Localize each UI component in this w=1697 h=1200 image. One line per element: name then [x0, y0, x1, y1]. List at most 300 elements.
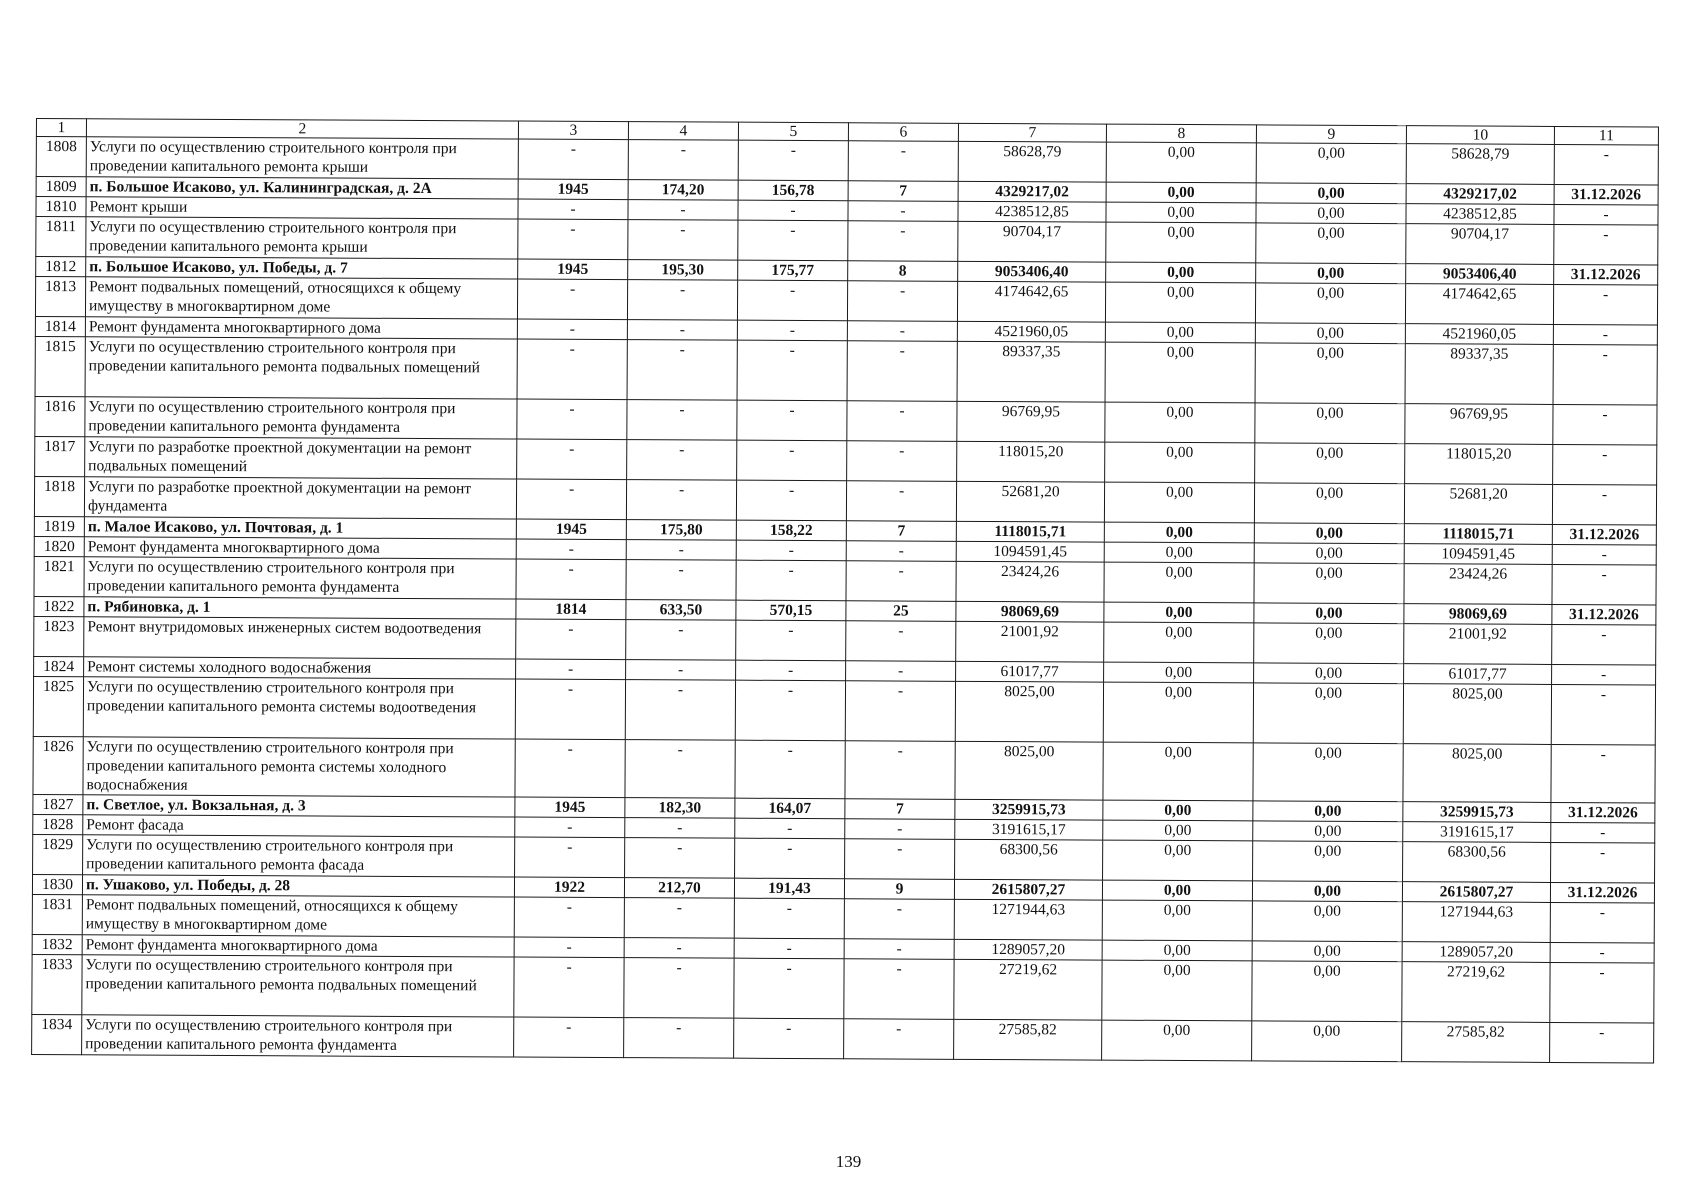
total-area: - [625, 680, 735, 741]
build-year: - [515, 679, 625, 740]
residents-count: - [848, 221, 958, 262]
work-description: Услуги по разработке проектной документации на ремонт фундамента [84, 477, 516, 519]
fund-amount-9: 0,00 [1255, 323, 1405, 344]
build-year: - [517, 399, 627, 440]
fund-amount-8: 0,00 [1102, 1020, 1252, 1061]
work-description: п. Ушаково, ул. Победы, д. 28 [82, 875, 514, 897]
fund-amount-9: 0,00 [1252, 881, 1402, 902]
completion-date: 31.12.2026 [1554, 264, 1658, 285]
fund-amount-8: 0,00 [1104, 482, 1254, 523]
total-area: - [627, 440, 737, 481]
completion-date: 31.12.2026 [1551, 802, 1655, 823]
living-area: - [737, 400, 847, 441]
fund-amount-8: 0,00 [1105, 402, 1255, 443]
total-area: - [625, 818, 735, 839]
work-description: Услуги по осуществлению строительного контроля при проведении капитального ремонта фундамента [82, 1015, 514, 1057]
living-area: - [736, 540, 846, 561]
total-area: 633,50 [626, 600, 736, 621]
column-number: 9 [1256, 125, 1406, 144]
row-number: 1820 [34, 536, 84, 556]
completion-date: - [1553, 284, 1657, 325]
residents-count: - [846, 541, 956, 562]
row-number: 1831 [32, 894, 82, 934]
work-description: Услуги по осуществлению строительного контроля при проведении капитального ремонта фундамента [85, 397, 517, 439]
work-description: п. Малое Исаково, ул. Почтовая, д. 1 [84, 517, 516, 539]
total-cost: 1289057,20 [954, 939, 1102, 960]
total-area: - [627, 340, 737, 401]
fund-amount-8: 0,00 [1104, 542, 1254, 563]
fund-amount-8: 0,00 [1105, 342, 1255, 403]
work-description: Ремонт фундамента многоквартирного дома [85, 317, 517, 339]
total-area: - [624, 958, 734, 1019]
work-description: Ремонт фасада [83, 815, 515, 837]
capital-repair-table [31, 118, 1659, 1063]
fund-amount-9: 0,00 [1253, 683, 1403, 744]
build-year: - [518, 219, 628, 260]
column-number: 8 [1106, 124, 1256, 143]
page-number: 139 [835, 1152, 862, 1171]
owner-funds: 4521960,05 [1405, 324, 1553, 345]
fund-amount-9: 0,00 [1254, 543, 1404, 564]
residents-count: - [848, 201, 958, 222]
fund-amount-9: 0,00 [1253, 801, 1403, 822]
total-cost: 8025,00 [955, 741, 1103, 800]
work-description: Услуги по осуществлению строительного контроля при проведении капитального ремонта системы холодного водоснабжения [83, 737, 515, 797]
completion-date: - [1554, 144, 1658, 185]
work-description: Услуги по осуществлению строительного контроля при проведении капитального ремонта системы водоотведения [83, 677, 515, 739]
work-description: п. Большое Исаково, ул. Победы, д. 7 [86, 257, 518, 279]
completion-date: - [1553, 404, 1657, 445]
completion-date: - [1553, 344, 1657, 405]
completion-date: 31.12.2026 [1552, 524, 1656, 545]
living-area: - [738, 140, 848, 181]
build-year: 1945 [516, 519, 626, 540]
row-number: 1816 [35, 396, 85, 436]
owner-funds: 27219,62 [1402, 962, 1550, 1023]
residents-count: - [844, 959, 954, 1020]
fund-amount-8: 0,00 [1104, 562, 1254, 603]
work-description: Ремонт подвальных помещений, относящихся к общему имуществу в многоквартирном доме [85, 277, 517, 319]
fund-amount-9: 0,00 [1254, 603, 1404, 624]
row-number: 1815 [35, 336, 85, 396]
work-description: Услуги по осуществлению строительного контроля при проведении капитального ремонта фундамента [84, 557, 516, 599]
completion-date: - [1552, 664, 1656, 685]
owner-funds: 3259915,73 [1403, 802, 1551, 823]
column-number: 3 [518, 121, 628, 140]
living-area: - [735, 740, 845, 799]
total-cost: 27219,62 [954, 959, 1102, 1020]
work-description: Услуги по осуществлению строительного контроля при проведении капитального ремонта подвальных помещений [82, 955, 514, 1017]
completion-date: - [1552, 544, 1656, 565]
owner-funds: 1271944,63 [1402, 902, 1550, 943]
completion-date: - [1551, 842, 1655, 883]
residents-count: 7 [848, 181, 958, 202]
row-number: 1828 [33, 814, 83, 834]
owner-funds: 4174642,65 [1405, 284, 1553, 325]
fund-amount-9: 0,00 [1252, 1021, 1402, 1062]
total-area: - [626, 660, 736, 681]
total-area: - [626, 540, 736, 561]
build-year: - [516, 479, 626, 520]
total-cost: 52681,20 [956, 481, 1104, 522]
owner-funds: 68300,56 [1403, 842, 1551, 883]
total-area: - [627, 280, 737, 321]
residents-count: - [846, 481, 956, 522]
total-cost: 90704,17 [958, 221, 1106, 262]
total-cost: 21001,92 [956, 621, 1104, 662]
table-row [32, 1014, 1654, 1062]
build-year: - [516, 659, 626, 680]
work-description: Ремонт подвальных помещений, относящихся к общему имуществу в многоквартирном доме [82, 895, 514, 937]
build-year: 1945 [515, 797, 625, 818]
row-number: 1811 [36, 217, 86, 257]
build-year: - [516, 539, 626, 560]
residents-count: 9 [844, 879, 954, 900]
total-cost: 3259915,73 [955, 799, 1103, 820]
column-number: 1 [36, 119, 86, 137]
build-year: - [514, 1017, 624, 1058]
build-year: - [516, 559, 626, 600]
fund-amount-9: 0,00 [1255, 343, 1405, 404]
build-year: - [518, 139, 628, 180]
work-description: Ремонт фундамента многоквартирного дома [82, 935, 514, 957]
total-area: - [624, 1018, 734, 1059]
fund-amount-9: 0,00 [1256, 203, 1406, 224]
owner-funds: 9053406,40 [1406, 264, 1554, 285]
living-area: - [735, 838, 845, 879]
living-area: - [737, 340, 847, 401]
residents-count: - [844, 939, 954, 960]
work-description: Ремонт крыши [86, 197, 518, 219]
residents-count: - [846, 561, 956, 602]
owner-funds: 1118015,71 [1404, 524, 1552, 545]
fund-amount-8: 0,00 [1103, 682, 1253, 743]
fund-amount-9: 0,00 [1253, 841, 1403, 882]
total-area: - [624, 938, 734, 959]
fund-amount-8: 0,00 [1104, 602, 1254, 623]
residents-count: - [846, 661, 956, 682]
owner-funds: 23424,26 [1404, 564, 1552, 605]
column-number: 7 [958, 123, 1106, 142]
total-area: - [626, 480, 736, 521]
living-area: 191,43 [734, 878, 844, 899]
work-description: Услуги по осуществлению строительного контроля при проведении капитального ремонта подвальных помещений [85, 337, 517, 399]
residents-count: 7 [845, 799, 955, 820]
owner-funds: 1094591,45 [1404, 544, 1552, 565]
fund-amount-9: 0,00 [1254, 563, 1404, 604]
row-number: 1824 [34, 656, 84, 676]
row-number: 1834 [32, 1014, 82, 1054]
row-number: 1810 [36, 197, 86, 217]
document-sheet [31, 118, 1658, 1063]
build-year: - [515, 817, 625, 838]
completion-date: - [1551, 684, 1655, 745]
fund-amount-8: 0,00 [1104, 522, 1254, 543]
living-area: - [738, 200, 848, 221]
total-cost: 61017,77 [956, 661, 1104, 682]
total-cost: 1271944,63 [954, 899, 1102, 940]
fund-amount-8: 0,00 [1106, 182, 1256, 203]
work-description: п. Большое Исаково, ул. Калининградская, д. 2А [86, 177, 518, 199]
residents-count: - [847, 401, 957, 442]
table-body [32, 119, 1659, 1063]
row-number: 1812 [36, 257, 86, 277]
residents-count: 7 [846, 521, 956, 542]
row-number: 1818 [34, 476, 84, 516]
row-number: 1822 [34, 596, 84, 616]
total-area: - [626, 560, 736, 601]
total-area: - [626, 620, 736, 661]
total-cost: 1118015,71 [956, 521, 1104, 542]
total-area: 212,70 [624, 878, 734, 899]
completion-date: - [1550, 962, 1654, 1023]
row-number: 1826 [33, 736, 83, 794]
total-cost: 4329217,02 [958, 181, 1106, 202]
column-number: 4 [628, 122, 738, 141]
table-row [35, 336, 1657, 404]
living-area: - [736, 560, 846, 601]
total-cost: 3191615,17 [955, 819, 1103, 840]
build-year: - [517, 339, 627, 400]
fund-amount-9: 0,00 [1255, 403, 1405, 444]
total-area: - [624, 898, 734, 939]
total-cost: 4238512,85 [958, 201, 1106, 222]
table-row [32, 954, 1654, 1022]
row-number: 1813 [35, 277, 85, 317]
column-number: 10 [1406, 126, 1554, 145]
build-year: 1945 [518, 259, 628, 280]
total-cost: 68300,56 [955, 839, 1103, 880]
fund-amount-9: 0,00 [1256, 263, 1406, 284]
owner-funds: 118015,20 [1405, 444, 1553, 485]
fund-amount-8: 0,00 [1106, 222, 1256, 263]
fund-amount-8: 0,00 [1105, 282, 1255, 323]
fund-amount-9: 0,00 [1255, 283, 1405, 324]
living-area: - [735, 680, 845, 741]
fund-amount-9: 0,00 [1252, 941, 1402, 962]
completion-date: - [1550, 902, 1654, 943]
living-area: 164,07 [735, 798, 845, 819]
completion-date: - [1551, 744, 1655, 803]
work-description: п. Светлое, ул. Вокзальная, д. 3 [83, 795, 515, 817]
fund-amount-9: 0,00 [1253, 743, 1403, 802]
owner-funds: 58628,79 [1406, 144, 1554, 185]
owner-funds: 52681,20 [1404, 484, 1552, 525]
completion-date: - [1551, 822, 1655, 843]
residents-count: - [845, 681, 955, 742]
fund-amount-8: 0,00 [1103, 742, 1253, 801]
work-description: Услуги по разработке проектной документации на ремонт подвальных помещений [85, 437, 517, 479]
completion-date: - [1554, 224, 1658, 265]
fund-amount-9: 0,00 [1254, 483, 1404, 524]
residents-count: - [845, 819, 955, 840]
row-number: 1809 [36, 177, 86, 197]
owner-funds: 61017,77 [1404, 664, 1552, 685]
residents-count: - [845, 839, 955, 880]
completion-date: - [1552, 624, 1656, 665]
residents-count: - [847, 281, 957, 322]
fund-amount-8: 0,00 [1106, 142, 1256, 183]
row-number: 1825 [33, 676, 83, 736]
build-year: - [515, 837, 625, 878]
build-year: 1814 [516, 599, 626, 620]
owner-funds: 89337,35 [1405, 344, 1553, 405]
living-area: - [736, 660, 846, 681]
build-year: 1922 [514, 877, 624, 898]
total-area: - [625, 838, 735, 879]
column-number: 5 [738, 122, 848, 141]
total-cost: 89337,35 [957, 341, 1105, 402]
total-area: 175,80 [626, 520, 736, 541]
column-number: 2 [86, 119, 518, 139]
total-cost: 118015,20 [957, 441, 1105, 482]
living-area: 158,22 [736, 520, 846, 541]
fund-amount-8: 0,00 [1103, 800, 1253, 821]
work-description: п. Рябиновка, д. 1 [84, 597, 516, 619]
fund-amount-8: 0,00 [1102, 880, 1252, 901]
total-cost: 9053406,40 [958, 261, 1106, 282]
completion-date: - [1553, 324, 1657, 345]
completion-date: 31.12.2026 [1554, 184, 1658, 205]
work-description: Ремонт системы холодного водоснабжения [84, 657, 516, 679]
living-area: 175,77 [738, 260, 848, 281]
completion-date: - [1553, 444, 1657, 485]
total-cost: 1094591,45 [956, 541, 1104, 562]
completion-date: - [1550, 942, 1654, 963]
total-cost: 27585,82 [954, 1019, 1102, 1060]
build-year: - [514, 957, 624, 1018]
row-number: 1827 [33, 794, 83, 814]
table-row [33, 676, 1655, 744]
residents-count: - [847, 321, 957, 342]
completion-date: - [1552, 484, 1656, 525]
total-area: - [625, 740, 735, 799]
owner-funds: 3191615,17 [1403, 822, 1551, 843]
build-year: - [517, 319, 627, 340]
work-description: Услуги по осуществлению строительного контроля при проведении капитального ремонта крыши [86, 137, 518, 179]
row-number: 1808 [36, 137, 86, 177]
fund-amount-8: 0,00 [1106, 262, 1256, 283]
row-number: 1814 [35, 316, 85, 336]
row-number: 1832 [32, 934, 82, 954]
total-cost: 4521960,05 [957, 321, 1105, 342]
fund-amount-9: 0,00 [1256, 183, 1406, 204]
owner-funds: 90704,17 [1406, 224, 1554, 265]
column-number: 11 [1554, 126, 1658, 145]
row-number: 1819 [34, 516, 84, 536]
work-description: Ремонт внутридомовых инженерных систем водоотведения [84, 617, 516, 659]
living-area: - [737, 280, 847, 321]
total-area: - [628, 220, 738, 261]
fund-amount-9: 0,00 [1252, 901, 1402, 942]
build-year: - [517, 279, 627, 320]
residents-count: - [847, 441, 957, 482]
total-cost: 98069,69 [956, 601, 1104, 622]
fund-amount-8: 0,00 [1102, 960, 1252, 1021]
completion-date: - [1554, 204, 1658, 225]
fund-amount-8: 0,00 [1103, 840, 1253, 881]
residents-count: 8 [848, 261, 958, 282]
fund-amount-9: 0,00 [1255, 443, 1405, 484]
living-area: 570,15 [736, 600, 846, 621]
build-year: - [514, 937, 624, 958]
total-area: 195,30 [628, 260, 738, 281]
work-description: Услуги по осуществлению строительного контроля при проведении капитального ремонта крыши [86, 217, 518, 259]
completion-date: - [1552, 564, 1656, 605]
column-number: 6 [848, 123, 958, 142]
row-number: 1833 [32, 954, 82, 1014]
living-area: - [734, 1018, 844, 1059]
residents-count: - [847, 341, 957, 402]
total-cost: 23424,26 [956, 561, 1104, 602]
build-year: - [514, 897, 624, 938]
fund-amount-8: 0,00 [1102, 940, 1252, 961]
fund-amount-8: 0,00 [1104, 662, 1254, 683]
total-cost: 4174642,65 [957, 281, 1105, 322]
build-year: 1945 [518, 179, 628, 200]
total-cost: 8025,00 [955, 681, 1103, 742]
build-year: - [518, 199, 628, 220]
residents-count: - [848, 141, 958, 182]
living-area: - [737, 440, 847, 481]
living-area: - [738, 220, 848, 261]
build-year: - [517, 439, 627, 480]
row-number: 1823 [34, 616, 84, 656]
completion-date: 31.12.2026 [1550, 882, 1654, 903]
total-cost: 2615807,27 [954, 879, 1102, 900]
fund-amount-8: 0,00 [1106, 202, 1256, 223]
build-year: - [515, 739, 625, 798]
living-area: - [734, 938, 844, 959]
owner-funds: 27585,82 [1402, 1022, 1550, 1063]
owner-funds: 4238512,85 [1406, 204, 1554, 225]
fund-amount-9: 0,00 [1254, 663, 1404, 684]
owner-funds: 2615807,27 [1402, 882, 1550, 903]
fund-amount-9: 0,00 [1256, 223, 1406, 264]
work-description: Ремонт фундамента многоквартирного дома [84, 537, 516, 559]
owner-funds: 21001,92 [1404, 624, 1552, 665]
living-area: - [737, 320, 847, 341]
work-description: Услуги по осуществлению строительного контроля при проведении капитального ремонта фасада [83, 835, 515, 877]
owner-funds: 8025,00 [1403, 744, 1551, 803]
total-area: 174,20 [628, 180, 738, 201]
residents-count: - [845, 741, 955, 800]
living-area: - [734, 898, 844, 939]
owner-funds: 98069,69 [1404, 604, 1552, 625]
fund-amount-8: 0,00 [1104, 622, 1254, 663]
owner-funds: 1289057,20 [1402, 942, 1550, 963]
build-year: - [516, 619, 626, 660]
row-number: 1821 [34, 556, 84, 596]
residents-count: 25 [846, 601, 956, 622]
row-number: 1830 [32, 874, 82, 894]
fund-amount-8: 0,00 [1105, 322, 1255, 343]
total-area: 182,30 [625, 798, 735, 819]
total-area: - [628, 200, 738, 221]
row-number: 1829 [33, 834, 83, 874]
row-number: 1817 [35, 436, 85, 476]
fund-amount-9: 0,00 [1254, 523, 1404, 544]
fund-amount-9: 0,00 [1252, 961, 1402, 1022]
living-area: - [735, 818, 845, 839]
completion-date: - [1550, 1022, 1654, 1063]
fund-amount-8: 0,00 [1105, 442, 1255, 483]
fund-amount-9: 0,00 [1254, 623, 1404, 664]
fund-amount-9: 0,00 [1256, 143, 1406, 184]
residents-count: - [846, 621, 956, 662]
residents-count: - [844, 899, 954, 940]
total-cost: 58628,79 [958, 141, 1106, 182]
